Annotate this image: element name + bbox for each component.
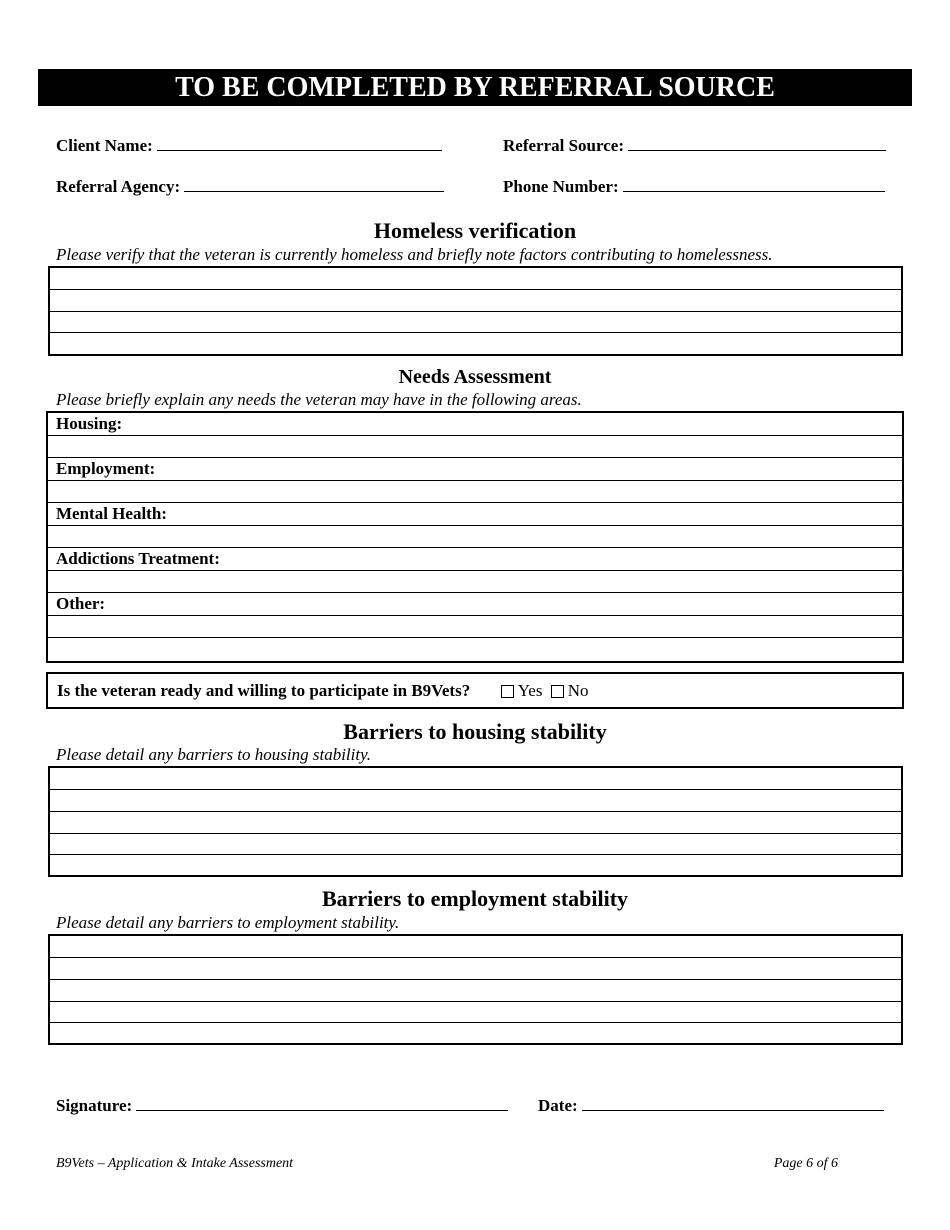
write-line[interactable] (48, 616, 902, 638)
addictions-label: Addictions Treatment: (56, 549, 220, 568)
write-line[interactable] (50, 268, 901, 290)
employment-barriers-box[interactable] (48, 934, 903, 1045)
phone-number-input[interactable] (623, 177, 885, 192)
signature-label: Signature: (56, 1096, 133, 1115)
mental-health-row[interactable] (48, 503, 902, 526)
write-line[interactable] (48, 481, 902, 503)
footer-page-number: Page 6 of 6 (773, 1156, 838, 1171)
employment-row[interactable] (48, 458, 902, 481)
date-label: Date: (538, 1096, 578, 1115)
needs-assessment-instruction: Please briefly explain any needs the veteran may have in the following areas. (56, 390, 582, 409)
write-line[interactable] (50, 834, 901, 855)
write-line[interactable] (50, 768, 901, 790)
employment-barriers-title: Barriers to employment stability (321, 886, 629, 911)
phone-number-label: Phone Number: (503, 177, 619, 196)
referral-agency-input[interactable] (184, 177, 444, 192)
participation-box (46, 672, 904, 709)
write-line[interactable] (48, 526, 902, 548)
homeless-verification-instruction: Please verify that the veteran is currently homeless and briefly note factors contributing to homelessness. (56, 245, 773, 264)
no-label: No (567, 681, 589, 700)
housing-label: Housing: (56, 414, 123, 433)
client-name-input[interactable] (157, 136, 442, 151)
write-line[interactable] (50, 1002, 901, 1023)
section-banner: TO BE COMPLETED BY REFERRAL SOURCE (38, 69, 912, 106)
write-line[interactable] (50, 312, 901, 333)
referral-source-field (503, 136, 886, 156)
write-line[interactable] (48, 638, 902, 661)
write-line[interactable] (50, 812, 901, 834)
referral-source-label: Referral Source: (503, 136, 624, 155)
date-field (538, 1096, 884, 1116)
housing-barriers-title: Barriers to housing stability (343, 719, 607, 744)
mental-health-label: Mental Health: (56, 504, 167, 523)
footer-document-title: B9Vets – Application & Intake Assessment (56, 1156, 294, 1171)
date-input[interactable] (582, 1096, 884, 1111)
other-label: Other: (56, 594, 106, 613)
signature-field (56, 1096, 508, 1116)
write-line[interactable] (50, 333, 901, 354)
homeless-verification-title: Homeless verification (373, 218, 577, 243)
client-name-field (56, 136, 442, 156)
write-line[interactable] (48, 436, 902, 458)
needs-assessment-title: Needs Assessment (398, 366, 552, 388)
needs-assessment-box[interactable] (46, 411, 904, 663)
signature-input[interactable] (136, 1096, 508, 1111)
homeless-verification-box[interactable] (48, 266, 903, 356)
phone-number-field (503, 177, 885, 197)
housing-row[interactable] (48, 413, 902, 436)
yes-checkbox[interactable] (501, 685, 514, 698)
write-line[interactable] (50, 290, 901, 312)
referral-agency-field (56, 177, 444, 197)
write-line[interactable] (50, 855, 901, 875)
yes-label: Yes (517, 681, 543, 700)
write-line[interactable] (50, 1023, 901, 1043)
referral-source-input[interactable] (628, 136, 886, 151)
housing-barriers-instruction: Please detail any barriers to housing stability. (56, 745, 371, 764)
addictions-row[interactable] (48, 548, 902, 571)
write-line[interactable] (50, 936, 901, 958)
other-row[interactable] (48, 593, 902, 616)
write-line[interactable] (50, 790, 901, 812)
employment-label: Employment: (56, 459, 156, 478)
write-line[interactable] (48, 571, 902, 593)
client-name-label: Client Name: (56, 136, 153, 155)
referral-agency-label: Referral Agency: (56, 177, 181, 196)
employment-barriers-instruction: Please detail any barriers to employment stability. (56, 913, 400, 932)
write-line[interactable] (50, 958, 901, 980)
housing-barriers-box[interactable] (48, 766, 903, 877)
participation-question: Is the veteran ready and willing to participate in B9Vets? (57, 681, 471, 700)
no-checkbox[interactable] (551, 685, 564, 698)
write-line[interactable] (50, 980, 901, 1002)
